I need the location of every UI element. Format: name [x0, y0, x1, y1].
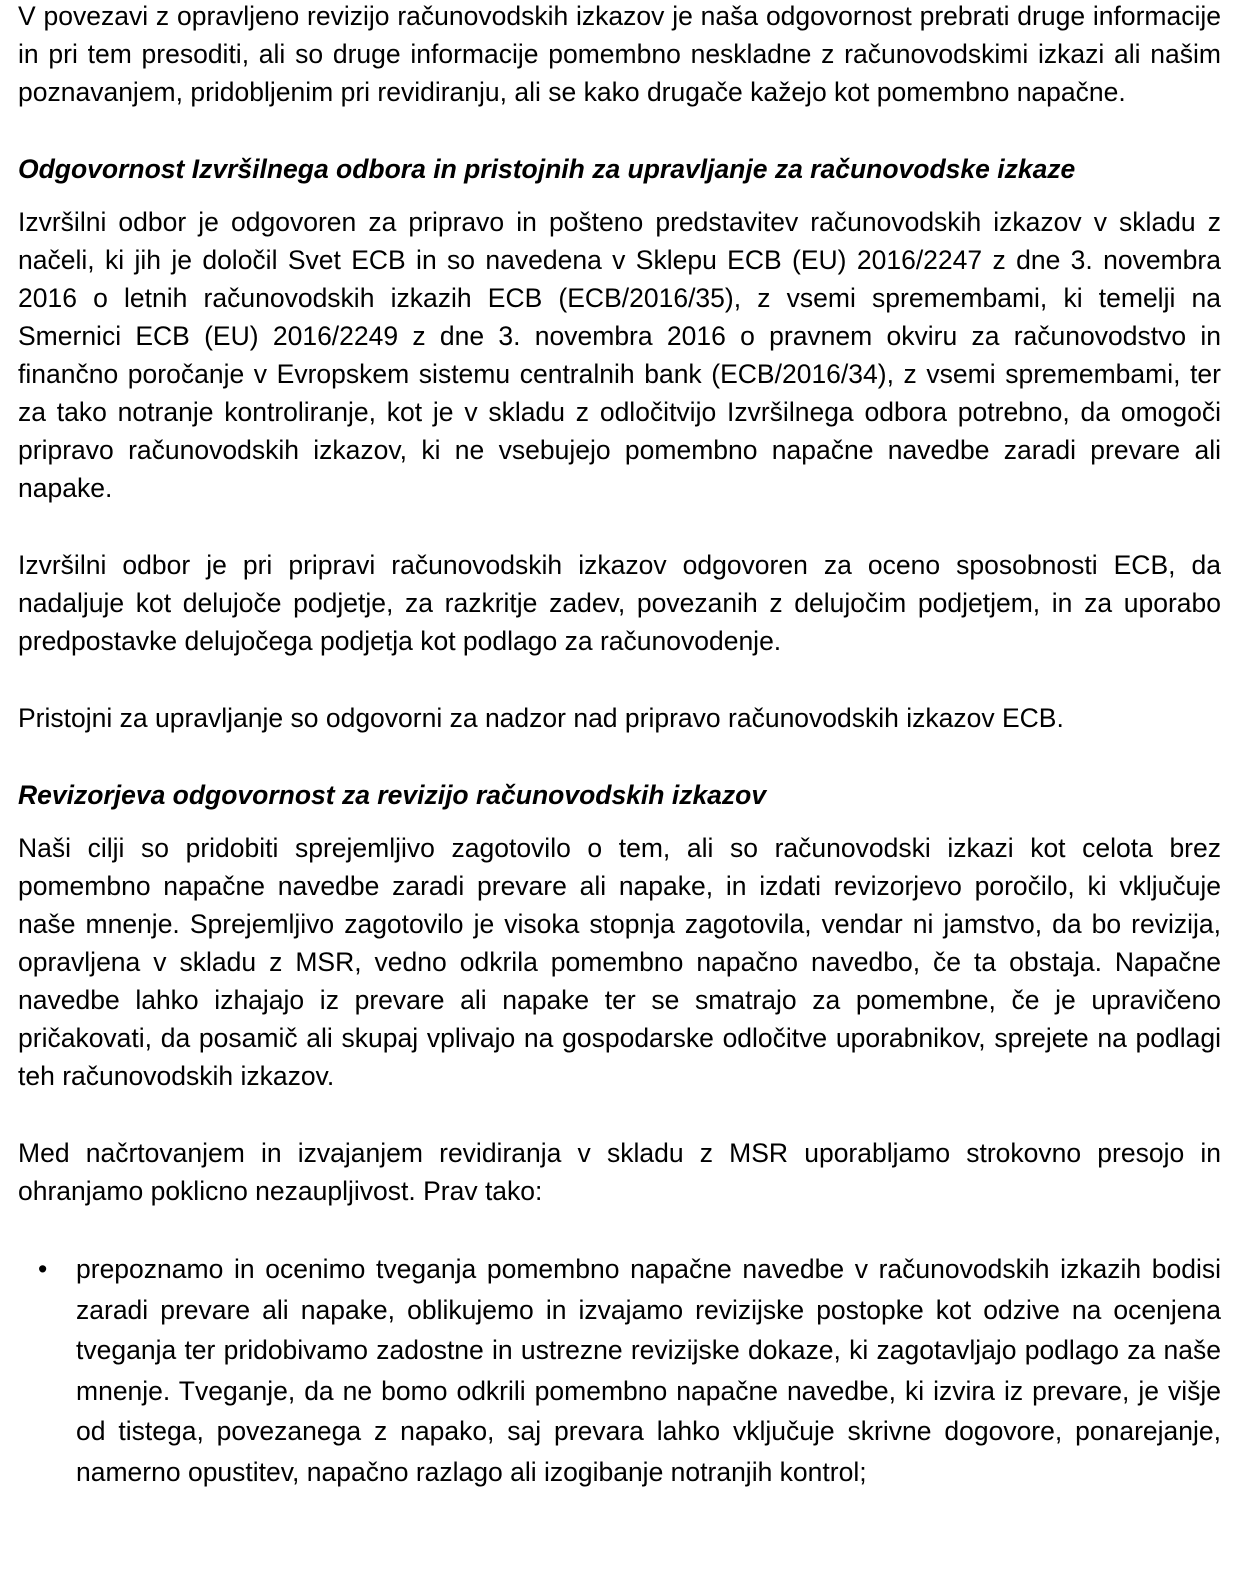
bullet-icon: • [38, 1254, 48, 1284]
list-item-text: prepoznamo in ocenimo tveganja pomembno napačne navedbe v računovodskih izkazih bodisi zaradi prevare ali napake, oblikujemo in izvajamo revizijske postopke kot odzive na ocenjena tveganja ter pridobivamo zadostne in ustrezne revizijske dokaze, ki zagotavljajo podlago za naše mnenje. Tveganje, da ne bomo odkrili pomembno napačne navedbe, ki izvira iz prevare, je višje od tistega, povezanega z napako, saj prevara lahko vključuje skrivne dogovore, ponarejanje, namerno opustitev, napačno razlago ali izogibanje notranjih kontrol; [76, 1254, 1221, 1487]
document-page [18, 0, 1221, 1492]
bullet-list [18, 1249, 1221, 1492]
paragraph-governance-oversight: Pristojni za upravljanje so odgovorni za nadzor nad pripravo računovodskih izkazov ECB. [18, 703, 1064, 733]
intro-paragraph: V povezavi z opravljeno revizijo računovodskih izkazov je naša odgovornost prebrati druge informacije in pri tem presoditi, ali so druge informacije pomembno neskladne z računovodskimi izkazi ali našim poznavanjem, pridobljenim pri revidiranju, ali se kako drugače kažejo kot pomembno napačne. [18, 1, 1221, 107]
paragraph-professional-judgement: Med načrtovanjem in izvajanjem revidiranja v skladu z MSR uporabljamo strokovno presojo in ohranjamo poklicno nezaupljivost. Prav tako: [18, 1138, 1221, 1206]
paragraph-going-concern: Izvršilni odbor je pri pripravi računovodskih izkazov odgovoren za oceno sposobnosti ECB, da nadaljuje kot delujoče podjetje, za razkritje zadev, povezanih z delujočim podjetjem, in za uporabo predpostavke delujočega podjetja kot podlago za računovodenje. [18, 550, 1221, 656]
section-heading-executive-board-responsibility: Odgovornost Izvršilnega odbora in pristojnih za upravljanje za računovodske izkaze [18, 154, 1076, 184]
paragraph-executive-board-preparation: Izvršilni odbor je odgovoren za pripravo in pošteno predstavitev računovodskih izkazov v skladu z načeli, ki jih je določil Svet ECB in so navedena v Sklepu ECB (EU) 2016/2247 z dne 3. novembra 2016 o letnih računovodskih izkazih ECB (ECB/2016/35), z vsemi spremembami, ki temelji na Smernici ECB (EU) 2016/2249 z dne 3. novembra 2016 o pravnem okviru za računovodstvo in finančno poročanje v Evropskem sistemu centralnih bank (ECB/2016/34), z vsemi spremembami, ter za tako notranje kontroliranje, kot je v skladu z odločitvijo Izvršilnega odbora potrebno, da omogoči pripravo računovodskih izkazov, ki ne vsebujejo pomembno napačne navedbe zaradi prevare ali napake. [18, 207, 1221, 503]
list-item [18, 1249, 1221, 1492]
paragraph-reasonable-assurance: Naši cilji so pridobiti sprejemljivo zagotovilo o tem, ali so računovodski izkazi kot celota brez pomembno napačne navedbe zaradi prevare ali napake, in izdati revizorjevo poročilo, ki vključuje naše mnenje. Sprejemljivo zagotovilo je visoka stopnja zagotovila, vendar ni jamstvo, da bo revizija, opravljena v skladu z MSR, vedno odkrila pomembno napačno navedbo, če ta obstaja. Napačne navedbe lahko izhajajo iz prevare ali napake ter se smatrajo za pomembne, če je upravičeno pričakovati, da posamič ali skupaj vplivajo na gospodarske odločitve uporabnikov, sprejete na podlagi teh računovodskih izkazov. [18, 833, 1221, 1091]
section-heading-auditor-responsibility: Revizorjeva odgovornost za revizijo računovodskih izkazov [18, 780, 767, 810]
